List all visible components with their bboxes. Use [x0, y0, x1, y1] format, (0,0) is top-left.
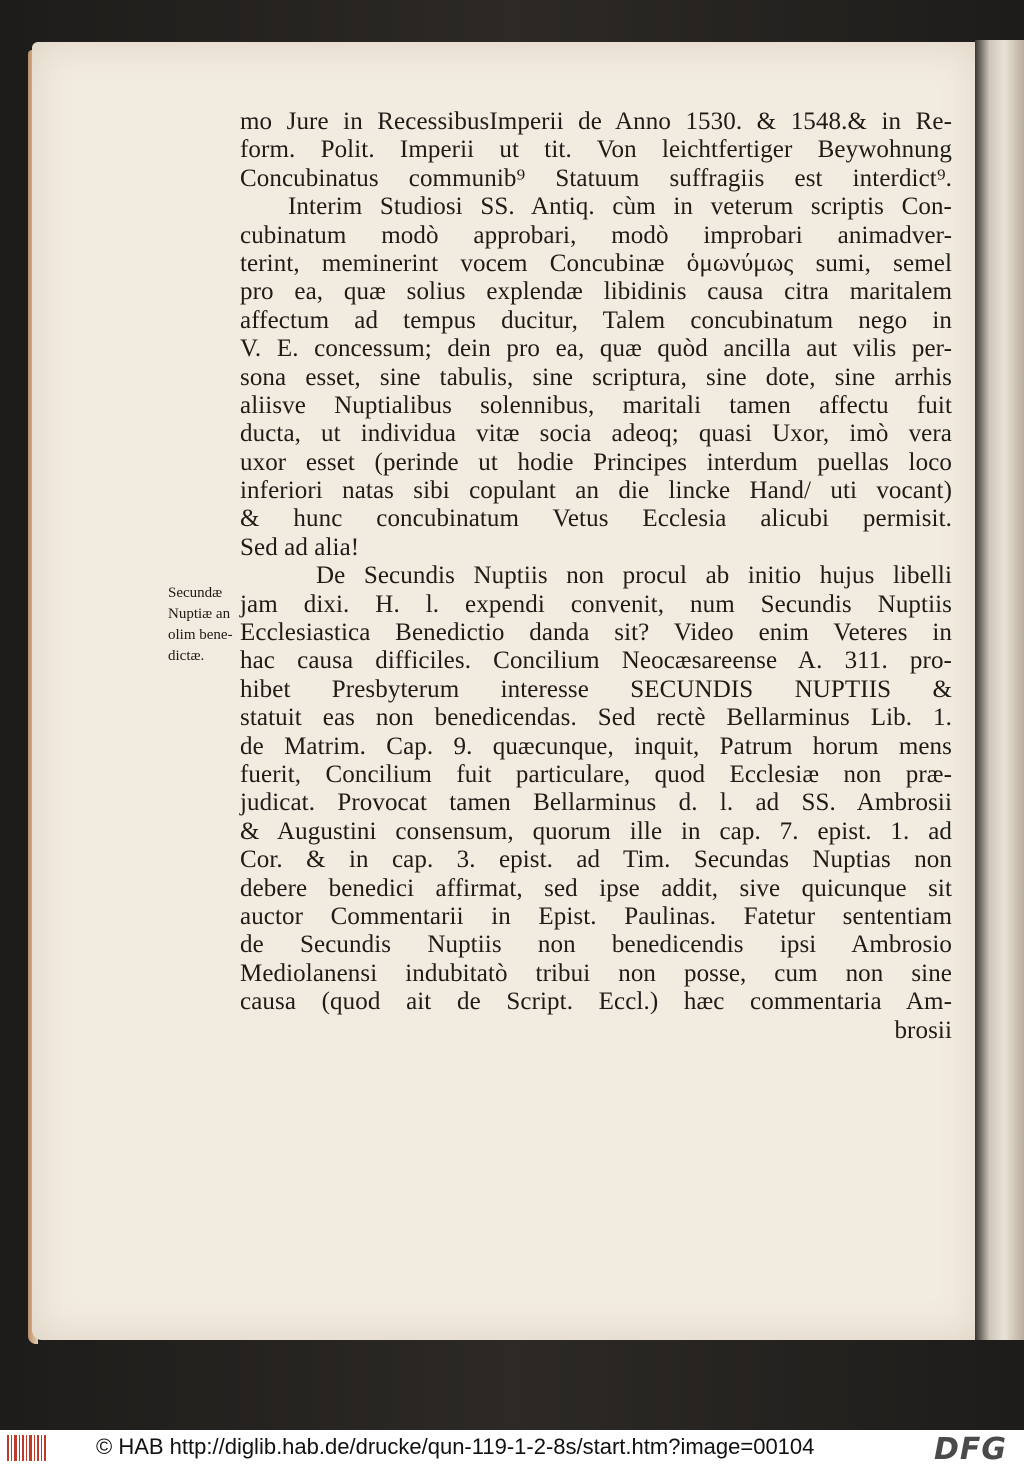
- text-line: V. E. concessum; dein pro ea, quæ quòd ancilla aut vilis per-: [240, 335, 952, 363]
- text-line: hac causa difficiles. Concilium Neocæsareense A. 311. pro-: [240, 647, 952, 675]
- margin-note-line: dictæ.: [168, 648, 205, 664]
- text-line: terint, meminerint vocem Concubinæ ὁμωνύμως sumi, semel: [240, 249, 952, 277]
- text-line: ducta, ut individua vitæ socia adeoq; quasi Uxor, imò vera: [240, 420, 952, 448]
- text-line: Mediolanensi indubitatò tribui non posse, cum non sine: [240, 959, 952, 987]
- margin-note-line: Secundæ: [168, 585, 223, 601]
- text-line: affectum ad tempus ducitur, Talem concubinatum nego in: [240, 306, 952, 334]
- book-gutter: [975, 40, 1024, 1340]
- text-line: fuerit, Concilium fuit particulare, quod Ecclesiæ non præ-: [240, 760, 952, 788]
- text-line: auctor Commentarii in Epist. Paulinas. Fatetur sententiam: [240, 902, 952, 930]
- text-line: jam dixi. H. l. expendi convenit, num Secundis Nuptiis: [240, 590, 952, 618]
- margin-note-line: Nuptiæ an: [168, 606, 231, 622]
- text-line: statuit eas non benedicendas. Sed rectè Bellarminus Lib. 1.: [240, 704, 952, 732]
- text-line: Interim Studiosi SS. Antiq. cùm in veterum scriptis Con-: [288, 193, 952, 221]
- text-line: debere benedici affirmat, sed ipse addit, sive quicunque sit: [240, 874, 952, 902]
- text-line: Cor. & in cap. 3. epist. ad Tim. Secundas Nuptias non: [240, 846, 952, 874]
- text-line: Concubinatus communib⁹ Statuum suffragiis est interdict⁹.: [240, 164, 952, 192]
- barcode-icon: [6, 1433, 48, 1463]
- text-line: Sed ad alia!: [240, 533, 360, 561]
- catchword: brosii: [894, 1016, 952, 1044]
- margin-note: [168, 583, 264, 667]
- text-line: causa (quod ait de Script. Eccl.) hæc commentaria Am-: [240, 988, 952, 1016]
- text-line: de Secundis Nuptiis non benedicendis ipsi Ambrosio: [240, 931, 952, 959]
- text-line: uxor esset (perinde ut hodie Principes interdum puellas loco: [240, 448, 952, 476]
- text-line: sona esset, sine tabulis, sine scriptura, sine dote, sine arrhis: [240, 363, 952, 391]
- text-line: de Matrim. Cap. 9. quæcunque, inquit, Patrum horum mens: [240, 732, 952, 760]
- text-line: pro ea, quæ solius explendæ libidinis causa citra maritalem: [240, 278, 952, 306]
- text-line: Ecclesiastica Benedictio danda sit? Video enim Veteres in: [240, 619, 952, 647]
- text-line: judicat. Provocat tamen Bellarminus d. l. ad SS. Ambrosii: [240, 789, 952, 817]
- page-body-text: [240, 108, 952, 1045]
- dfg-logo: DFG: [934, 1432, 1008, 1467]
- text-line: De Secundis Nuptiis non procul ab initio hujus libelli: [316, 562, 952, 590]
- text-line: form. Polit. Imperii ut tit. Von leichtfertiger Beywohnung: [240, 136, 952, 164]
- margin-note-line: olim bene-: [168, 627, 233, 643]
- text-line: mo Jure in RecessibusImperii de Anno 1530. & 1548.& in Re-: [240, 108, 952, 135]
- text-line: aliisve Nuptialibus solennibus, maritali tamen affectu fuit: [240, 391, 952, 419]
- text-line: & Augustini consensum, quorum ille in cap. 7. epist. 1. ad: [240, 817, 952, 845]
- text-line: cubinatum modò approbari, modò improbari animadver-: [240, 221, 952, 249]
- text-line: hibet Presbyterum interesse SECUNDIS NUPTIIS &: [240, 675, 952, 703]
- text-line: inferiori natas sibi copulant an die lincke Hand/ uti vocant): [240, 477, 952, 505]
- copyright-url: © HAB http://diglib.hab.de/drucke/qun-119-1-2-8s/start.htm?image=00104: [96, 1434, 815, 1459]
- text-line: & hunc concubinatum Vetus Ecclesia alicubi permisit.: [240, 505, 952, 533]
